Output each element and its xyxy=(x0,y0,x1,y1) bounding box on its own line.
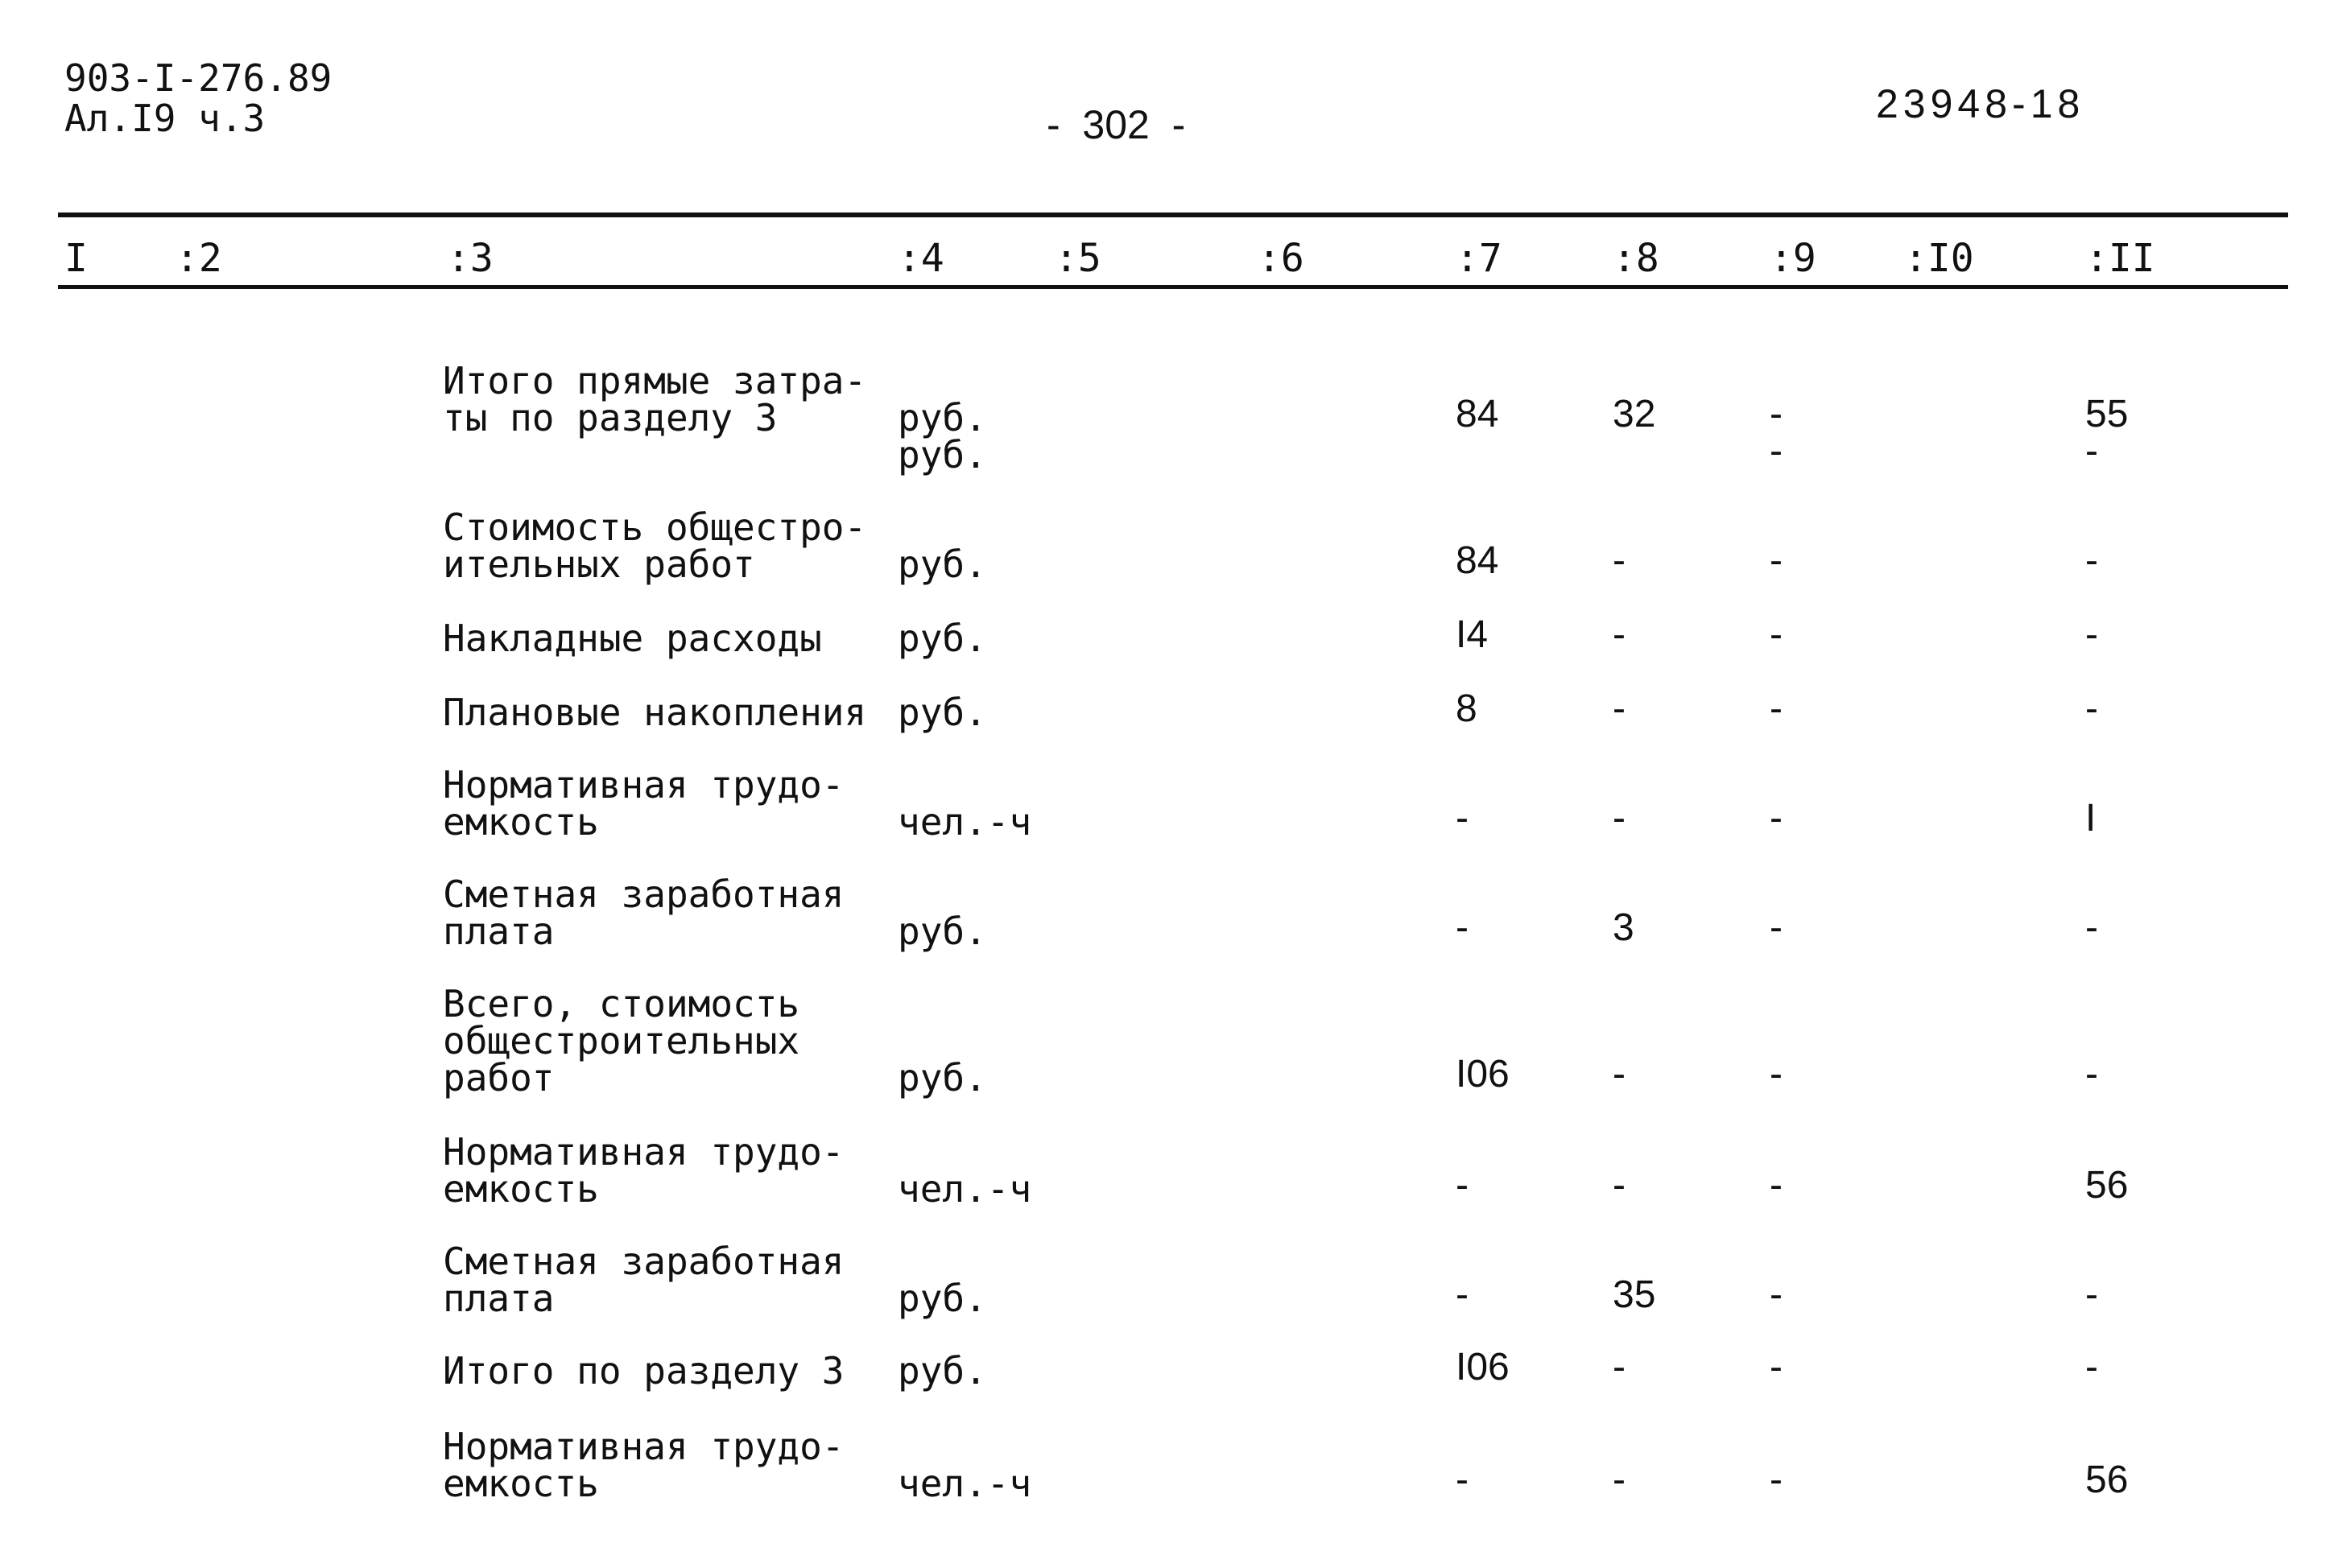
row-col11-value: - xyxy=(2085,906,2098,949)
row-item-name: Всего, стоимость общестроительных работ xyxy=(443,982,800,1100)
column-header-3: :3 xyxy=(447,236,494,281)
row-col11-value: 56 xyxy=(2085,1459,2129,1501)
table-header-rule xyxy=(58,285,2288,289)
row-item-name: Накладные расходы xyxy=(443,617,822,660)
row-unit: руб. руб. xyxy=(898,396,987,477)
row-item-name: Нормативная трудо- емкость xyxy=(443,1130,845,1211)
column-header-4: :4 xyxy=(898,236,944,281)
archive-stamp: 23948-18 xyxy=(1876,81,2085,126)
row-col8-value: - xyxy=(1613,1459,1626,1501)
row-col8-value: - xyxy=(1613,539,1626,582)
column-header-6: :6 xyxy=(1258,236,1304,281)
row-col9-value: - xyxy=(1770,1346,1783,1389)
row-item-name: Нормативная трудо- емкость xyxy=(443,1425,845,1505)
row-col11-value: - xyxy=(2085,539,2098,582)
row-col9-value: - xyxy=(1770,1273,1783,1316)
column-header-9: :9 xyxy=(1770,236,1816,281)
row-col7-value: - xyxy=(1456,1459,1469,1501)
row-col11-value: 56 xyxy=(2085,1164,2129,1207)
doc-code: 903-I-276.89 Ал.I9 ч.3 xyxy=(64,56,333,140)
row-col8-value: 32 xyxy=(1613,393,1656,435)
row-col7-value: - xyxy=(1456,1273,1469,1316)
table-top-rule xyxy=(58,213,2288,217)
row-item-name: Сметная заработная плата xyxy=(443,1240,845,1320)
row-col8-value: - xyxy=(1613,1053,1626,1096)
row-unit: чел.-ч xyxy=(898,1462,1032,1505)
row-unit: руб. xyxy=(898,691,987,734)
row-item-name: Итого прямые затра- ты по разделу 3 xyxy=(443,359,867,439)
row-col11-value: - xyxy=(2085,1273,2098,1316)
row-col7-value: - xyxy=(1456,906,1469,949)
row-unit: руб. xyxy=(898,1277,987,1320)
row-item-name: Нормативная трудо- емкость xyxy=(443,763,845,844)
row-col8-value: - xyxy=(1613,613,1626,656)
row-col11-value: - xyxy=(2085,687,2098,730)
row-col9-value: - xyxy=(1770,1053,1783,1096)
row-col8-value: - xyxy=(1613,687,1626,730)
row-col9-value: - xyxy=(1770,797,1783,840)
row-unit: руб. xyxy=(898,1349,987,1393)
row-col9-value: - xyxy=(1770,539,1783,582)
row-unit: чел.-ч xyxy=(898,1167,1032,1211)
row-unit: руб. xyxy=(898,543,987,586)
row-item-name: Сметная заработная плата xyxy=(443,873,845,953)
row-col9-value: - xyxy=(1770,613,1783,656)
row-item-name: Стоимость общестро- ительных работ xyxy=(443,505,867,586)
row-col8-value: 3 xyxy=(1613,906,1634,949)
row-unit: чел.-ч xyxy=(898,800,1032,844)
row-unit: руб. xyxy=(898,910,987,953)
row-col9-value: - xyxy=(1770,906,1783,949)
row-col8-value: - xyxy=(1613,797,1626,840)
row-col7-value: I06 xyxy=(1456,1346,1510,1389)
row-col8-value: - xyxy=(1613,1164,1626,1207)
column-header-11: :II xyxy=(2085,236,2155,281)
row-col9-value: - - xyxy=(1770,393,1783,472)
column-header-1: I xyxy=(64,236,88,281)
row-unit: руб. xyxy=(898,617,987,660)
row-col11-value: - xyxy=(2085,1053,2098,1096)
row-col7-value: - xyxy=(1456,1164,1469,1207)
row-col7-value: 84 xyxy=(1456,393,1499,435)
page-number: - 302 - xyxy=(1047,102,1186,147)
row-col7-value: I06 xyxy=(1456,1053,1510,1096)
row-col11-value: I xyxy=(2085,797,2097,840)
row-col7-value: 8 xyxy=(1456,687,1477,730)
column-header-2: :2 xyxy=(176,236,222,281)
row-col11-value: 55 - xyxy=(2085,393,2129,472)
row-col9-value: - xyxy=(1770,1459,1783,1501)
column-header-5: :5 xyxy=(1055,236,1101,281)
row-col9-value: - xyxy=(1770,687,1783,730)
row-col7-value: - xyxy=(1456,797,1469,840)
row-col7-value: I4 xyxy=(1456,613,1489,656)
row-col7-value: 84 xyxy=(1456,539,1499,582)
row-unit: руб. xyxy=(898,1056,987,1100)
row-col9-value: - xyxy=(1770,1164,1783,1207)
row-item-name: Итого по разделу 3 xyxy=(443,1349,845,1393)
column-header-8: :8 xyxy=(1613,236,1659,281)
row-col11-value: - xyxy=(2085,613,2098,656)
row-col11-value: - xyxy=(2085,1346,2098,1389)
row-item-name: Плановые накопления xyxy=(443,691,867,734)
column-header-10: :I0 xyxy=(1904,236,1974,281)
column-header-7: :7 xyxy=(1456,236,1502,281)
row-col8-value: 35 xyxy=(1613,1273,1656,1316)
row-col8-value: - xyxy=(1613,1346,1626,1389)
